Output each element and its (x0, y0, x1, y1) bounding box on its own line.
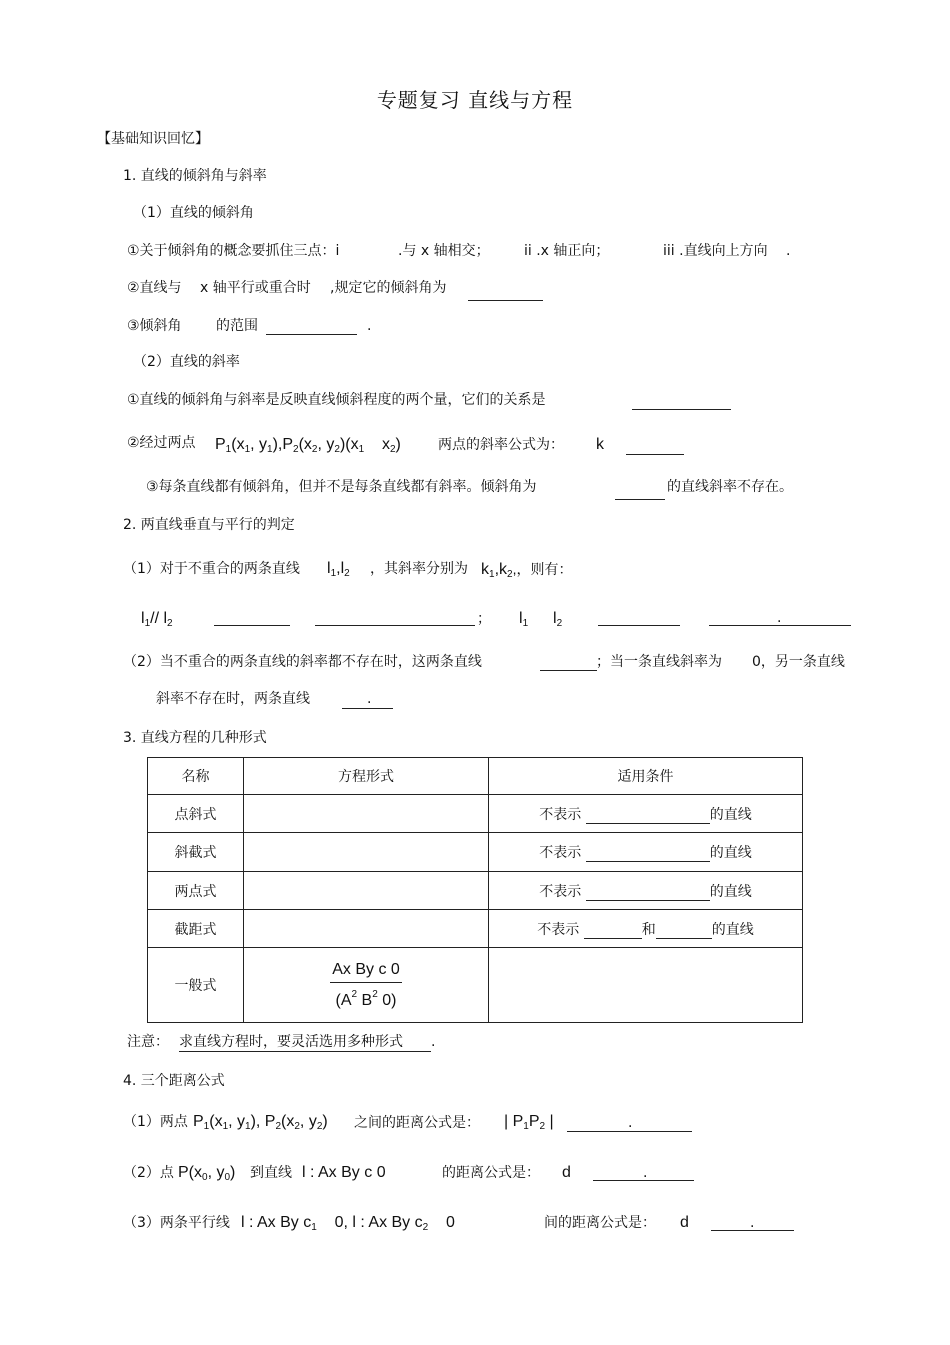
blank-field[interactable] (632, 409, 731, 410)
s2-p2-c: 0，另一条直线 (752, 654, 845, 670)
period: . (777, 610, 782, 626)
s2-p1-a: （1）对于不重合的两条直线 (123, 561, 300, 577)
parallel-condition: $l_1//$ $l_2$ (141, 610, 173, 629)
form-cell[interactable] (244, 910, 489, 948)
blank-field[interactable] (214, 625, 290, 626)
form-cell[interactable] (244, 833, 489, 872)
row-name: 截距式 (148, 910, 244, 948)
page-title: 专题复习 直线与方程 (376, 88, 574, 112)
table-row (148, 833, 803, 872)
s1-line2-a: ②直线与 (127, 280, 182, 296)
general-form-cell (244, 948, 489, 1023)
blank-field[interactable] (468, 300, 543, 301)
two-points-notation: $P_1(x_1$, $y_1$), $P_2(x_2$, $y_2$) (193, 1113, 328, 1132)
parallel-lines-equation: l : Ax By $c_1$ 0, l : Ax By $c_2$ 0 (241, 1214, 455, 1233)
s4-d3-a: （3）两条平行线 (123, 1215, 230, 1231)
section-2-heading: 2. 两直线垂直与平行的判定 (123, 517, 295, 533)
form-cell[interactable] (244, 795, 489, 833)
blank-field[interactable] (656, 922, 712, 939)
s1-line1-c: ii .x 轴正向； (524, 243, 610, 259)
s1-slope-line2-b: 两点的斜率公式为： (438, 437, 564, 453)
k-symbol: k (596, 436, 604, 453)
condition-cell: 不表示 和 的直线 (489, 910, 803, 948)
period: . (628, 1115, 633, 1131)
point-p0: $P(x_0$, $y_0$) (178, 1164, 236, 1183)
table-row (148, 910, 803, 948)
s1-line3-a: ③倾斜角 (127, 318, 182, 334)
table-row (148, 872, 803, 910)
two-points-formula: $P_1(x_1$, $y_1),P_2(x_2$, $y_2)(x_1$ $x_2$) (215, 436, 401, 455)
blank-field[interactable] (540, 670, 597, 671)
section-4-heading: 4. 三个距离公式 (123, 1073, 225, 1089)
lines-l1-l2: $l_1,l_2$ (327, 560, 350, 579)
header-form: 方程形式 (244, 758, 489, 795)
blank-field[interactable] (266, 334, 357, 335)
header-condition: 适用条件 (489, 758, 803, 795)
s2-p1-b: ，其斜率分别为 (370, 561, 468, 577)
slopes-k1-k2: $k_1,k_2$,，则有： (481, 561, 573, 580)
header-name: 名称 (148, 758, 244, 795)
s2-p2-b: ；当一条直线斜率为 (596, 654, 722, 670)
distance-p1p2: | $P_1P_2$ | (504, 1113, 554, 1132)
blank-field[interactable] (342, 708, 393, 709)
line-equation: l : Ax By c 0 (302, 1164, 386, 1181)
d-symbol: d (562, 1164, 571, 1181)
s1-line3-c: . (367, 318, 372, 334)
s1-line1-e: . (786, 243, 791, 259)
s1-slope-line3-b: 的直线斜率不存在。 (667, 479, 793, 495)
table-row (148, 948, 803, 1023)
table-row (148, 795, 803, 833)
s4-d2-a: （2）点 (123, 1165, 174, 1181)
blank-field[interactable] (586, 845, 710, 862)
subsection-1-1: （1）直线的倾斜角 (133, 205, 254, 221)
blank-field[interactable] (626, 454, 684, 455)
s4-d3-b: 间的距离公式是： (544, 1215, 656, 1231)
row-name: 两点式 (148, 872, 244, 910)
s1-line2-b: x 轴平行或重合时 (200, 280, 311, 296)
s4-d2-c: 的距离公式是： (442, 1165, 540, 1181)
s4-d1-a: （1）两点 (123, 1114, 188, 1130)
s1-line3-b: 的范围 (216, 318, 258, 334)
s4-d2-b: 到直线 (250, 1165, 292, 1181)
section-1-heading: 1. 直线的倾斜角与斜率 (123, 168, 267, 184)
row-name: 斜截式 (148, 833, 244, 872)
section-header: 【基础知识回忆】 (97, 131, 209, 147)
s2-p2-a: （2）当不重合的两条直线的斜率都不存在时，这两条直线 (123, 654, 482, 670)
semicolon: ； (477, 611, 491, 627)
blank-field[interactable] (584, 922, 642, 939)
s2-p2-d: 斜率不存在时，两条直线 (156, 691, 310, 707)
condition-cell: 不表示 的直线 (489, 833, 803, 872)
general-condition: ($A^2$ $B^2$ 0) (335, 988, 397, 1009)
blank-field[interactable] (315, 625, 475, 626)
row-name: 点斜式 (148, 795, 244, 833)
row-name: 一般式 (148, 948, 244, 1023)
note-text: 求直线方程时，要灵活选用多种形式 . (179, 1034, 436, 1050)
blank-field[interactable] (586, 807, 710, 824)
perp-l2: $l_2$ (553, 610, 563, 629)
condition-cell: 不表示 的直线 (489, 872, 803, 910)
condition-cell: 不表示 的直线 (489, 795, 803, 833)
s1-slope-line1: ①直线的倾斜角与斜率是反映直线倾斜程度的两个量，它们的关系是 (127, 392, 546, 408)
period: . (750, 1215, 755, 1231)
form-cell[interactable] (244, 872, 489, 910)
s4-d1-b: 之间的距离公式是： (354, 1115, 480, 1131)
s1-line1-a: ①关于倾斜角的概念要抓住三点：i (127, 243, 340, 259)
s2-p2-e: . (367, 691, 372, 707)
s1-line1-b: .与 x 轴相交； (398, 243, 490, 259)
d-symbol: d (680, 1214, 689, 1231)
note-label: 注意： (127, 1034, 169, 1050)
blank-field[interactable] (598, 625, 680, 626)
s1-slope-line2-a: ②经过两点 (127, 435, 196, 451)
s1-line2-c: ,规定它的倾斜角为 (330, 280, 447, 296)
perp-l1: $l_1$ (519, 610, 529, 629)
s1-line1-d: iii .直线向上方向 (663, 243, 768, 259)
line-forms-table (147, 757, 803, 1023)
general-equation: Ax By c 0 (330, 958, 402, 983)
condition-cell[interactable] (489, 948, 803, 1023)
period: . (643, 1165, 648, 1181)
blank-field[interactable] (615, 499, 665, 500)
table-header-row (148, 758, 803, 795)
s1-slope-line3-a: ③每条直线都有倾斜角，但并不是每条直线都有斜率。倾斜角为 (146, 479, 537, 495)
subsection-1-2: （2）直线的斜率 (133, 354, 240, 370)
blank-field[interactable] (586, 884, 710, 901)
section-3-heading: 3. 直线方程的几种形式 (123, 730, 267, 746)
